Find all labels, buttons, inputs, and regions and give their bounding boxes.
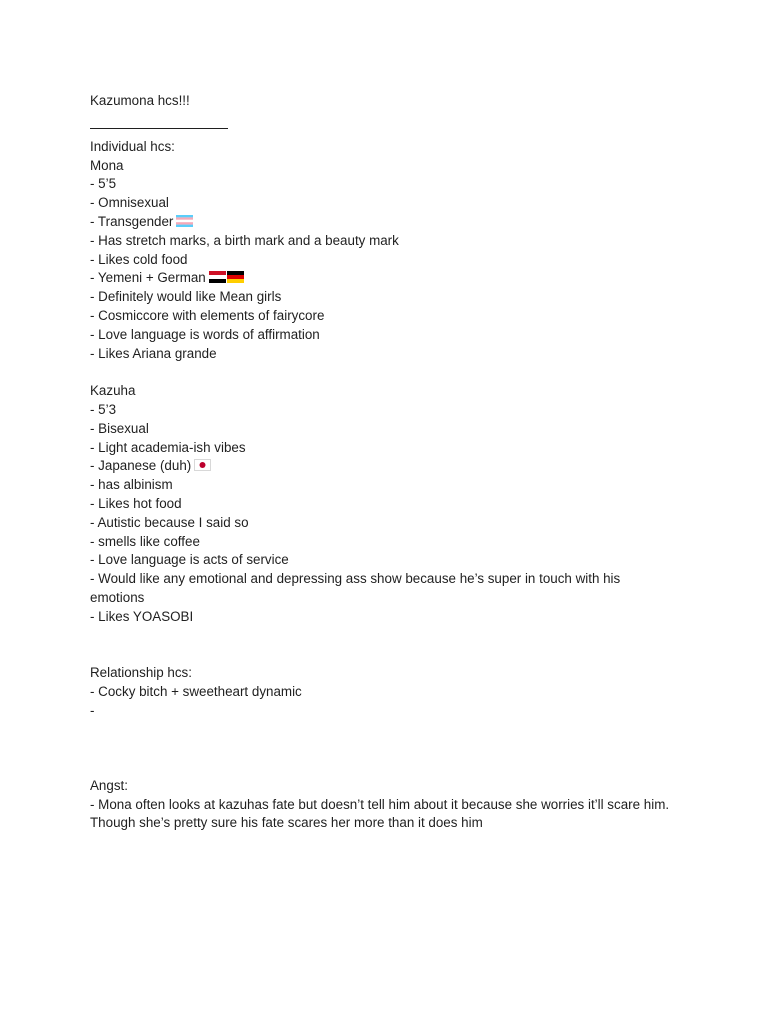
kazuha-item: - 5’3 [90,401,117,417]
mona-heading: Mona [90,157,124,173]
mona-item: - Likes Ariana grande [90,345,217,361]
japan-flag-icon [194,459,211,471]
relationship-item: - [90,702,95,718]
kazuha-item: - Japanese (duh) [90,457,670,476]
mona-item: - 5’5 [90,176,117,192]
kazuha-item: - Likes YOASOBI [90,608,194,624]
kazuha-item: - Bisexual [90,420,149,436]
relationship-item: - Cocky bitch + sweetheart dynamic [90,683,302,699]
spacer [90,721,670,777]
mona-item: - Has stretch marks, a birth mark and a beauty mark [90,232,399,248]
mona-item: - Omnisexual [90,195,169,211]
mona-item: - Love language is words of affirmation [90,326,320,342]
mona-item: - Transgender [90,213,670,232]
mona-item: - Definitely would like Mean girls [90,289,282,305]
document-title: Kazumona hcs!!! [90,93,190,108]
kazuha-item: - Would like any emotional and depressing ass show because he’s super in touch with his emotions [90,571,624,605]
document-body [90,92,673,833]
spacer [90,627,670,665]
individual-heading: Individual hcs: [90,138,175,154]
mona-item: - Yemeni + German [90,269,670,288]
kazuha-heading: Kazuha [90,383,136,399]
mona-item: - Cosmiccore with elements of fairycore [90,307,325,323]
germany-flag-icon [227,271,244,283]
yemen-flag-icon [209,271,226,283]
title-divider [90,128,228,129]
kazuha-item: - Love language is acts of service [90,552,289,568]
kazuha-item: - Autistic because I said so [90,514,249,530]
transgender-flag-icon [176,215,193,227]
kazuha-item: - Likes hot food [90,495,182,511]
kazuha-item: - has albinism [90,477,173,493]
angst-item: - Mona often looks at kazuhas fate but doesn’t tell him about it because she worries it’ll scare him. Though she’s pretty sure his fate scares her more than it does him [90,796,673,831]
kazuha-item: - Light academia-ish vibes [90,439,246,455]
spacer [90,363,670,382]
angst-heading: Angst: [90,777,128,793]
kazuha-item: - smells like coffee [90,533,200,549]
mona-item: - Likes cold food [90,251,188,267]
relationship-heading: Relationship hcs: [90,665,192,681]
